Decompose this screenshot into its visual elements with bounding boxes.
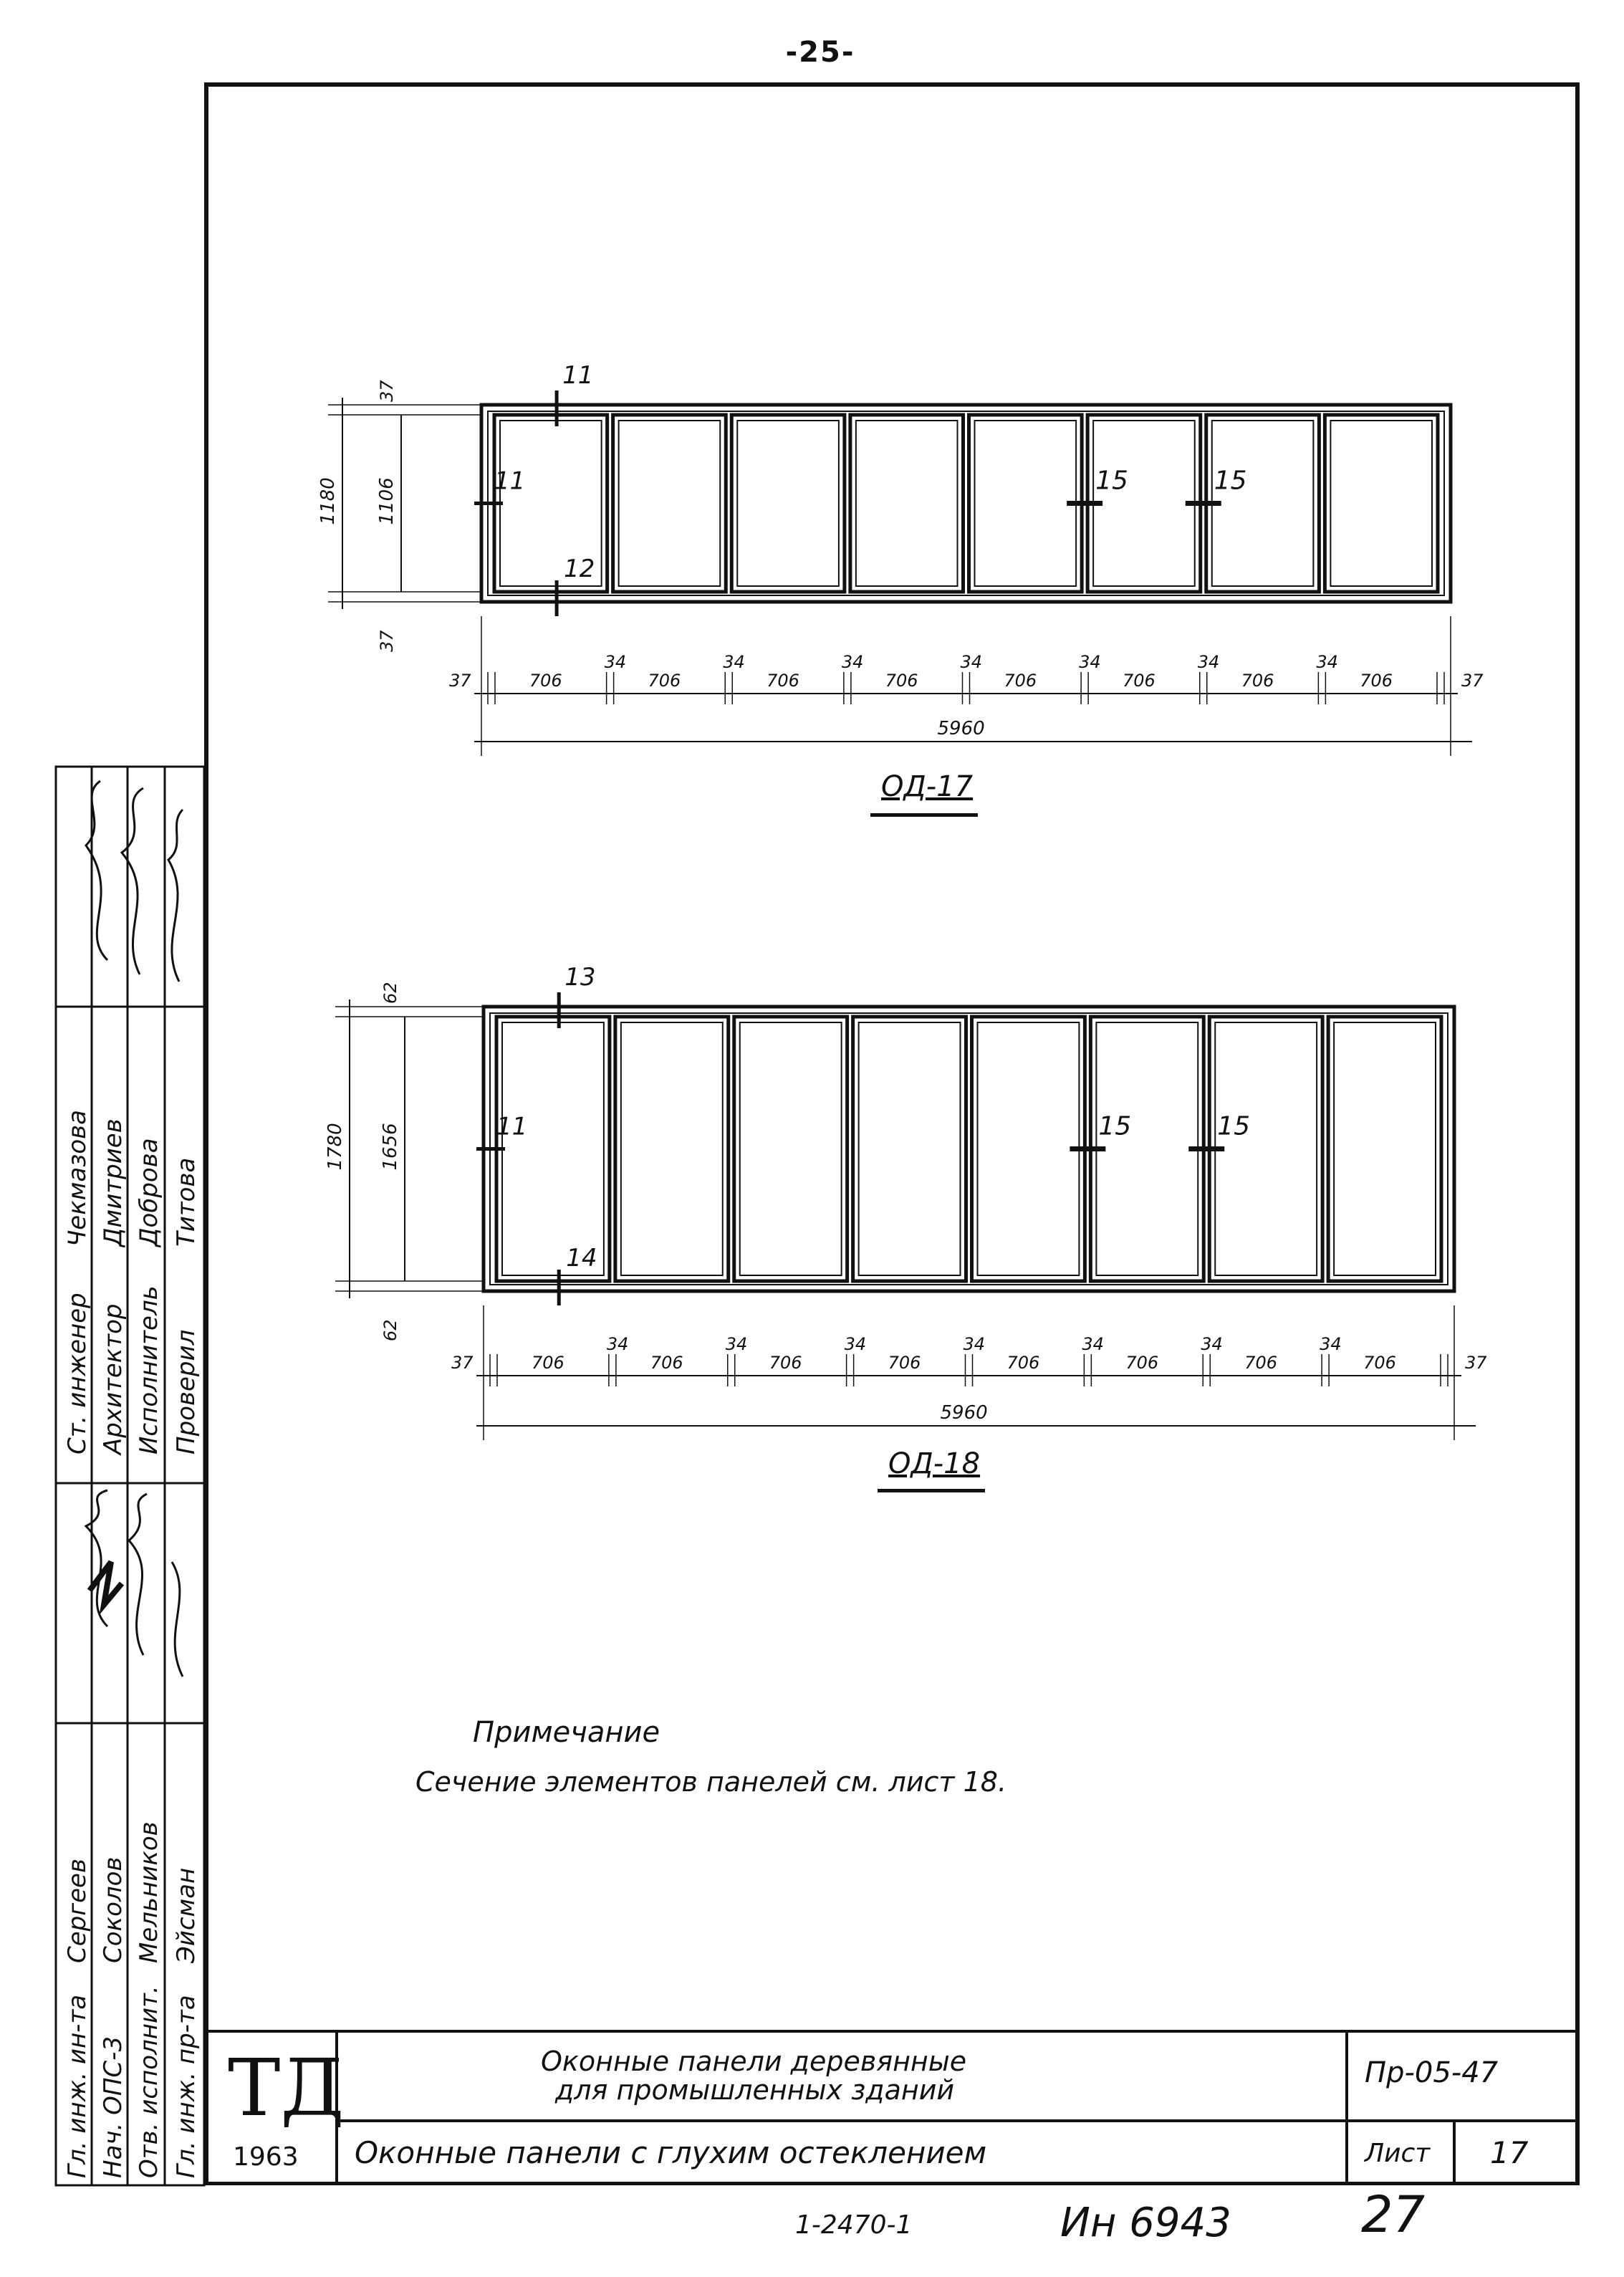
dim-glass-height: 1656: [380, 1123, 401, 1171]
stamp-name: Чекмазова: [63, 1109, 92, 1247]
window-pane: [1087, 415, 1201, 592]
dim-overall-width: 5960: [940, 1402, 988, 1424]
window-pane: [1325, 415, 1438, 592]
dim-edge-left: 37: [449, 671, 471, 691]
stamp-role: Отв. исполнит.: [135, 1985, 163, 2178]
window-glass: [619, 421, 721, 586]
stamp-role: Нач. ОПС-3: [99, 2036, 128, 2178]
footer-series: 1-2470-1: [795, 2210, 913, 2240]
mark-label: 15: [1214, 466, 1247, 496]
label-od-17: ОД-17: [881, 770, 974, 803]
dim-edge-right: 37: [1461, 671, 1484, 691]
stamp-role: Проверил: [172, 1329, 201, 1454]
dim-mullion: 34: [725, 1334, 748, 1354]
dim-pane-width: 706: [1125, 1353, 1159, 1373]
window-glass: [737, 421, 839, 586]
window-pane: [853, 1017, 966, 1281]
stamp-name: Мельников: [135, 1821, 163, 1963]
window-pane: [1206, 415, 1320, 592]
stamp-name: Сергеев: [63, 1859, 92, 1963]
dim-pane-width: 706: [529, 671, 562, 691]
stamp-role: Архитектор: [99, 1303, 128, 1454]
stamp-name: Дмитриев: [99, 1118, 128, 1247]
dim-overall-height: 1180: [317, 477, 339, 525]
project-code: Пр-05-47: [1365, 2056, 1499, 2089]
dim-pane-width: 706: [1241, 671, 1274, 691]
dim-pane-width: 706: [769, 1353, 802, 1373]
window-glass: [1093, 421, 1195, 586]
dim-pane-width: 706: [1363, 1353, 1396, 1373]
stamp-role: Ст. инженер: [63, 1293, 92, 1454]
dim-mullion: 34: [1201, 1334, 1223, 1354]
page-number: -25-: [785, 36, 855, 69]
sheet-title: Оконные панели с глухим остеклением: [355, 2135, 987, 2170]
window-glass: [978, 1022, 1080, 1275]
panel-od-17: [317, 361, 1484, 756]
window-glass: [502, 1022, 604, 1275]
window-pane: [972, 1017, 1085, 1281]
title-line-2: для промышленных зданий: [555, 2074, 955, 2106]
dim-pane-width: 706: [1122, 671, 1155, 691]
label-underline: [878, 1489, 985, 1492]
dim-edge-top: 37: [377, 380, 397, 402]
stamp-name: Доброва: [135, 1138, 163, 1247]
dim-pane-width: 706: [650, 1353, 683, 1373]
panel-od-18: [325, 963, 1487, 1440]
title-year: 1963: [233, 2142, 299, 2172]
window-pane: [731, 415, 845, 592]
dim-mullion: 34: [723, 652, 745, 672]
title-line-1: Оконные панели деревянные: [541, 2046, 967, 2077]
window-pane: [1090, 1017, 1203, 1281]
dim-mullion: 34: [1197, 652, 1220, 672]
window-glass: [859, 1022, 961, 1275]
dim-mullion: 34: [844, 1334, 867, 1354]
sheet-number: 17: [1490, 2135, 1529, 2170]
window-glass: [1212, 421, 1314, 586]
footer-inventory: Ин 6943: [1060, 2200, 1231, 2246]
dim-mullion: 34: [1079, 652, 1101, 672]
stamp-name: Соколов: [99, 1856, 128, 1963]
label-od-18: ОД-18: [888, 1447, 981, 1480]
window-glass: [621, 1022, 723, 1275]
dim-mullion: 34: [1082, 1334, 1104, 1354]
dim-pane-width: 706: [531, 1353, 564, 1373]
dim-pane-width: 706: [767, 671, 799, 691]
dim-mullion: 34: [1316, 652, 1338, 672]
dim-pane-width: 706: [1360, 671, 1393, 691]
stamp-role: Гл. инж. пр-та: [172, 1995, 201, 2178]
dim-pane-width: 706: [1244, 1353, 1277, 1373]
dim-mullion: 34: [1320, 1334, 1342, 1354]
dim-edge-left: 37: [451, 1353, 474, 1373]
footer-page: 27: [1361, 2185, 1426, 2244]
window-pane: [1209, 1017, 1322, 1281]
window-glass: [1334, 1022, 1436, 1275]
panel-frame-inner: [490, 1013, 1448, 1285]
mark-label: 12: [564, 555, 595, 583]
dim-mullion: 34: [841, 652, 864, 672]
dim-pane-width: 706: [888, 1353, 921, 1373]
dim-edge-right: 37: [1465, 1353, 1487, 1373]
window-glass: [1330, 421, 1432, 586]
window-pane: [969, 415, 1082, 592]
panel-frame: [481, 405, 1451, 602]
window-pane: [615, 1017, 729, 1281]
mark-label: 15: [1217, 1111, 1251, 1141]
note-text: Сечение элементов панелей см. лист 18.: [415, 1766, 1007, 1798]
dim-overall-height: 1780: [325, 1123, 346, 1171]
window-pane: [613, 415, 726, 592]
dim-mullion: 34: [960, 652, 983, 672]
mark-label: 14: [566, 1244, 597, 1272]
window-pane: [734, 1017, 847, 1281]
dim-pane-width: 706: [1004, 671, 1037, 691]
window-glass: [1096, 1022, 1198, 1275]
dim-pane-width: 706: [648, 671, 681, 691]
stamp-role: Гл. инж. ин-та: [63, 1994, 92, 2178]
note-title: Примечание: [473, 1716, 660, 1749]
stamp-name: Эйсман: [172, 1867, 201, 1963]
mark-label: 15: [1095, 466, 1128, 496]
window-pane: [496, 1017, 610, 1281]
dim-overall-width: 5960: [937, 718, 985, 739]
sheet-label: Лист: [1365, 2139, 1431, 2168]
label-underline: [870, 813, 978, 817]
mark-label: 11: [562, 361, 594, 390]
dim-pane-width: 706: [1006, 1353, 1040, 1373]
dim-mullion: 34: [963, 1334, 986, 1354]
dim-edge-bottom: 37: [377, 630, 397, 652]
mark-label: 11: [494, 466, 526, 496]
panel-frame: [484, 1007, 1454, 1291]
stamp-role: Исполнитель: [135, 1285, 163, 1454]
window-glass: [1215, 1022, 1317, 1275]
dim-pane-width: 706: [885, 671, 918, 691]
dim-edge-bottom: 62: [380, 1319, 400, 1341]
dim-mullion: 34: [606, 1334, 629, 1354]
window-glass: [740, 1022, 842, 1275]
panel-frame-inner: [488, 411, 1444, 595]
dim-mullion: 34: [604, 652, 627, 672]
mark-label: 15: [1098, 1111, 1132, 1141]
mark-label: 13: [564, 963, 596, 992]
logo-td: ТД: [228, 2042, 345, 2134]
dim-glass-height: 1106: [376, 477, 398, 525]
window-glass: [975, 421, 1077, 586]
dim-edge-top: 62: [380, 982, 400, 1004]
stamp-name: Титова: [172, 1157, 201, 1247]
window-pane: [1328, 1017, 1441, 1281]
window-glass: [856, 421, 958, 586]
window-pane: [850, 415, 964, 592]
mark-label: 11: [496, 1112, 528, 1141]
side-stamp-grid: [56, 767, 204, 2185]
